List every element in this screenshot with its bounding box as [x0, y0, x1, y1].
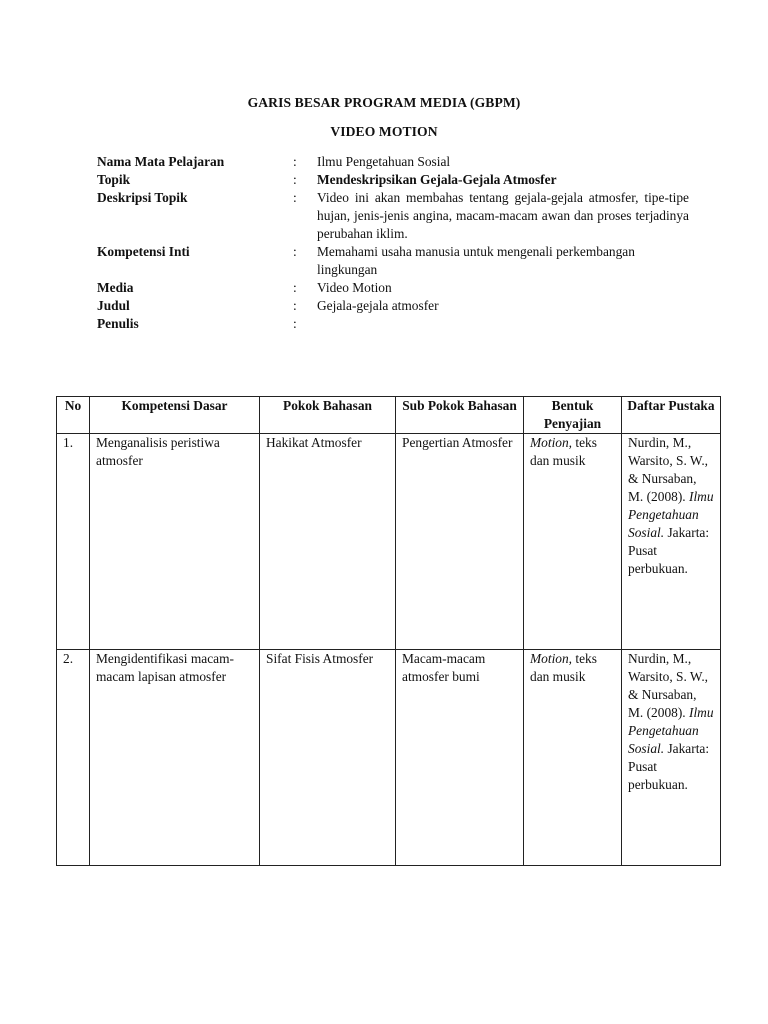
meta-value: Gejala-gejala atmosfer	[317, 298, 439, 313]
cell-kompetensi-dasar: Menganalisis peristiwa atmosfer	[90, 434, 260, 650]
meta-row-author	[97, 315, 697, 333]
meta-value: Mendeskripsikan Gejala-Gejala Atmosfer	[317, 172, 557, 187]
meta-colon: :	[293, 154, 297, 169]
header-pokok-bahasan: Pokok Bahasan	[260, 397, 396, 434]
meta-value: Memahami usaha manusia untuk mengenali perkembangan lingkungan	[317, 244, 635, 277]
table-header-row	[57, 397, 721, 434]
meta-colon: :	[293, 280, 297, 295]
document-title: GARIS BESAR PROGRAM MEDIA (GBPM)	[247, 95, 521, 110]
meta-label: Kompetensi Inti	[97, 244, 190, 259]
cell-bentuk-penyajian	[524, 650, 622, 866]
gbpm-table	[56, 396, 721, 866]
meta-label: Media	[97, 280, 134, 295]
meta-row-topic	[97, 171, 697, 189]
cell-no: 1.	[57, 434, 90, 650]
cell-sub-pokok-bahasan: Pengertian Atmosfer	[396, 434, 524, 650]
bentuk-text: teks dan musik	[530, 435, 597, 468]
meta-row-core-competence	[97, 243, 697, 279]
table-row	[57, 650, 721, 866]
cell-bentuk-penyajian	[524, 434, 622, 650]
document-subtitle: VIDEO MOTION	[330, 124, 438, 139]
header-kompetensi-dasar: Kompetensi Dasar	[90, 397, 260, 434]
meta-label: Deskripsi Topik	[97, 190, 188, 205]
meta-row-title	[97, 297, 697, 315]
header-bentuk-penyajian: Bentuk Penyajian	[524, 397, 622, 434]
meta-colon: :	[293, 298, 297, 313]
meta-colon: :	[293, 316, 297, 331]
cell-daftar-pustaka	[622, 434, 721, 650]
cell-sub-pokok-bahasan: Macam-macam atmosfer bumi	[396, 650, 524, 866]
meta-value: Ilmu Pengetahuan Sosial	[317, 154, 451, 169]
pustaka-authors: Nurdin, M., Warsito, S. W., & Nursaban, M. (2008).	[628, 651, 709, 720]
table-row	[57, 434, 721, 650]
metadata-block	[97, 153, 697, 333]
header-no: No	[57, 397, 90, 434]
meta-colon: :	[293, 172, 297, 187]
cell-daftar-pustaka	[622, 650, 721, 866]
meta-colon: :	[293, 190, 297, 205]
header-daftar-pustaka: Daftar Pustaka	[622, 397, 721, 434]
bentuk-text: teks dan musik	[530, 651, 597, 684]
cell-kompetensi-dasar: Mengidentifikasi macam-macam lapisan atmosfer	[90, 650, 260, 866]
cell-pokok-bahasan: Hakikat Atmosfer	[260, 434, 396, 650]
meta-row-media	[97, 279, 697, 297]
bentuk-italic-text: Motion,	[530, 651, 573, 666]
meta-label: Nama Mata Pelajaran	[97, 154, 225, 169]
pustaka-book-title: Ilmu Pengetahuan Sosial.	[628, 489, 714, 540]
cell-no: 2.	[57, 650, 90, 866]
meta-value: Video Motion	[317, 280, 392, 295]
meta-label: Penulis	[97, 316, 139, 331]
pustaka-publisher: Jakarta: Pusat perbukuan.	[628, 741, 710, 792]
meta-row-description	[97, 189, 697, 243]
meta-value: Video ini akan membahas tentang gejala-gejala atmosfer, tipe-tipe hujan, jenis-jenis angina, macam-macam awan dan proses terjadinya perubahan iklim.	[317, 190, 689, 241]
cell-pokok-bahasan: Sifat Fisis Atmosfer	[260, 650, 396, 866]
meta-colon: :	[293, 244, 297, 259]
meta-row-subject	[97, 153, 697, 171]
bentuk-italic-text: Motion,	[530, 435, 573, 450]
pustaka-book-title: Ilmu Pengetahuan Sosial.	[628, 705, 714, 756]
header-sub-pokok-bahasan: Sub Pokok Bahasan	[396, 397, 524, 434]
pustaka-publisher: Jakarta: Pusat perbukuan.	[628, 525, 710, 576]
meta-label: Judul	[97, 298, 130, 313]
meta-label: Topik	[97, 172, 131, 187]
pustaka-authors: Nurdin, M., Warsito, S. W., & Nursaban, M. (2008).	[628, 435, 709, 504]
